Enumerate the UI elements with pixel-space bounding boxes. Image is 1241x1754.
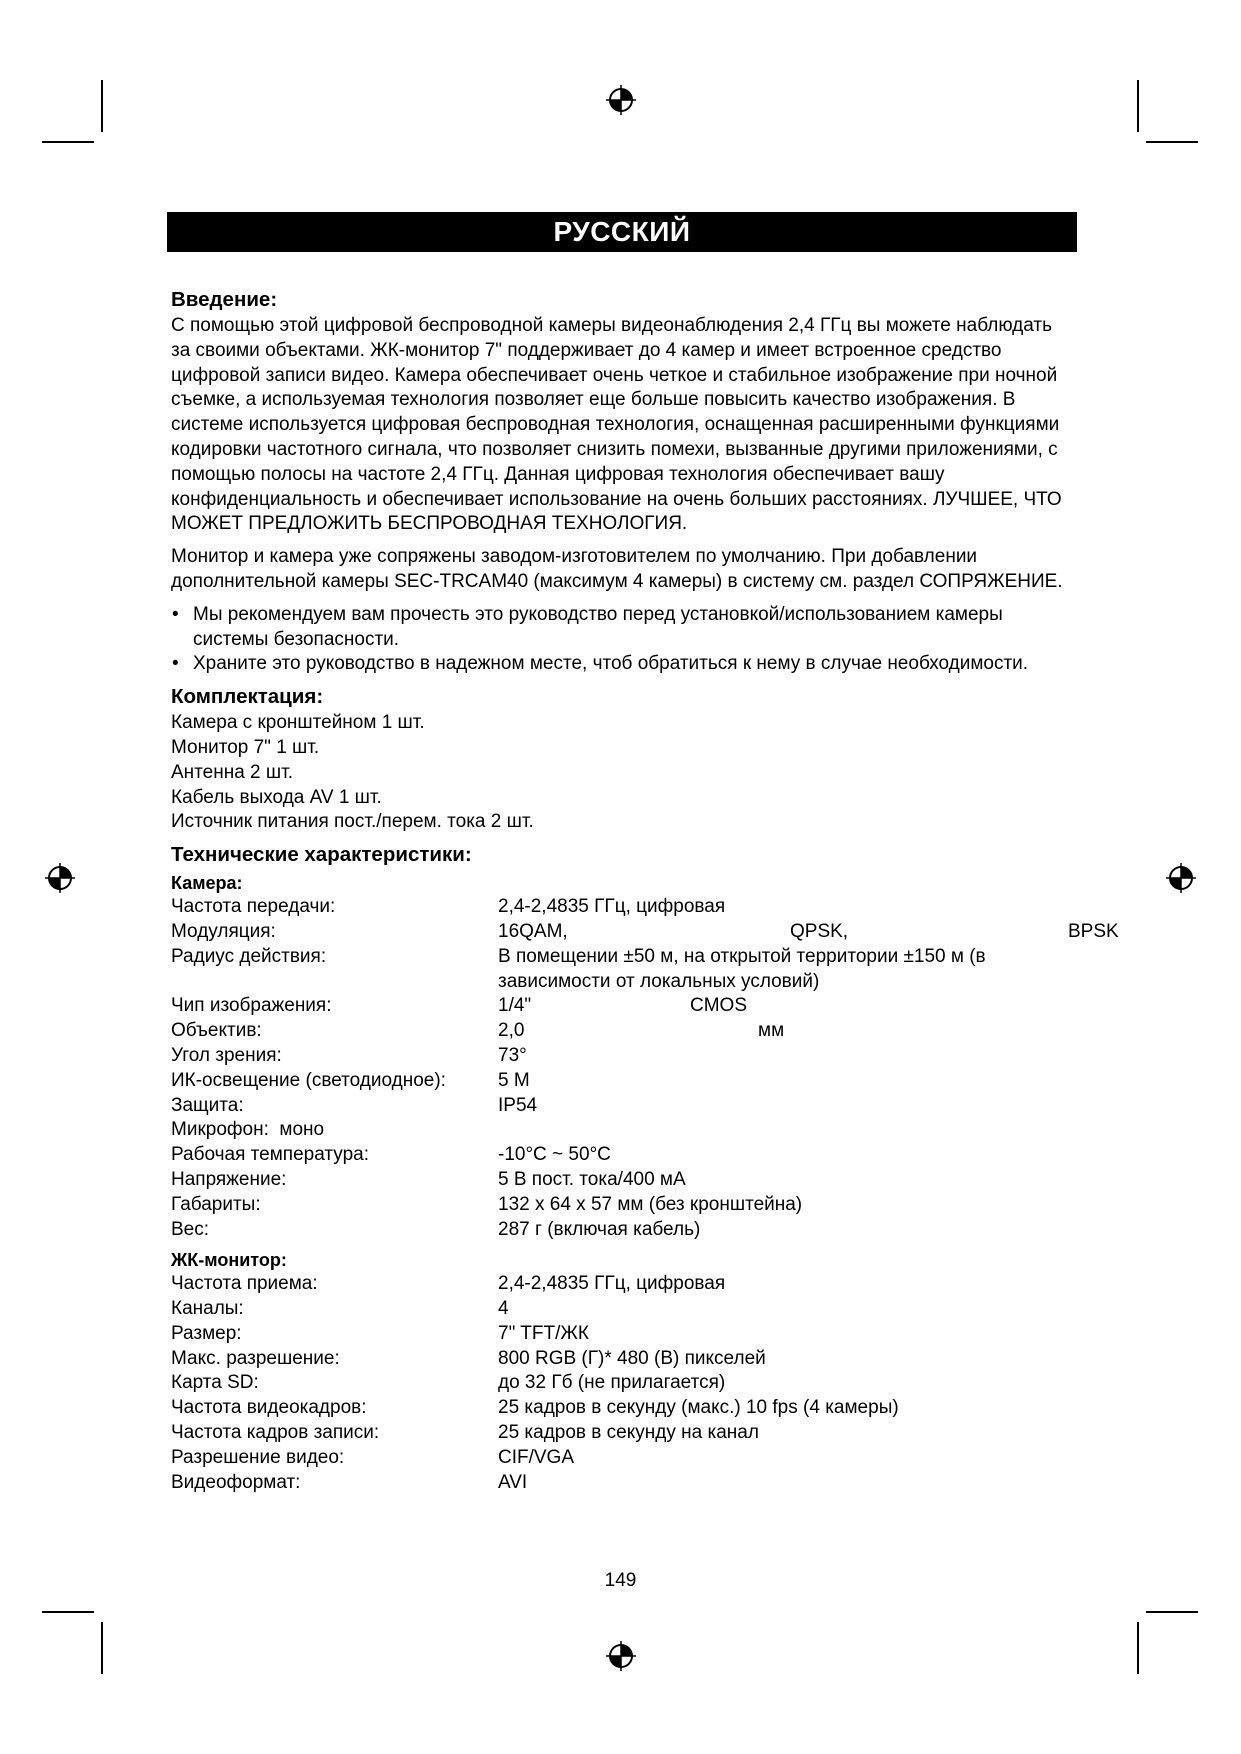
spec-value: 25 кадров в секунду на канал [498,1422,759,1444]
spec-row [171,1371,1071,1396]
modulation-value: QPSK, [790,920,849,942]
spec-label: Модуляция: [171,920,276,942]
intro-heading: Введение: [171,288,278,311]
registration-mark-icon [604,83,638,117]
spec-row [171,994,1071,1019]
specs-heading: Технические характеристики: [171,843,472,867]
crop-mark [1137,80,1139,132]
camera-subheading: Камера: [171,873,243,894]
spec-row [171,1421,1071,1446]
package-list [171,711,1071,835]
spec-value: 73° [498,1044,527,1066]
spec-label: Защита: [171,1094,244,1116]
sensor-type: CMOS [690,995,747,1017]
package-item: Кабель выхода AV 1 шт. [171,786,382,808]
spec-row [171,1044,1071,1069]
spec-row [171,1446,1071,1471]
spec-row [171,1297,1071,1322]
spec-value: AVI [498,1471,528,1493]
spec-row [171,1218,1071,1243]
registration-mark-icon [43,861,77,895]
package-item: Камера с кронштейном 1 шт. [171,712,425,734]
spec-label: Частота приема: [171,1273,318,1295]
crop-mark [101,80,103,132]
page-number: 149 [604,1570,637,1591]
modulation-value: BPSK [1068,920,1119,942]
spec-label: Частота кадров записи: [171,1422,380,1444]
pairing-paragraph: Монитор и камера уже сопряжены заводом-изготовителем по умолчанию. При добавлении дополнительной камеры SEC-TRCAM40 (максимум 4 камеры) в систему см. раздел СОПРЯЖЕНИЕ. [171,546,1063,592]
spec-label: Размер: [171,1322,242,1344]
spec-label: Карта SD: [171,1372,259,1394]
spec-value [498,920,1119,945]
crop-mark [1137,1622,1139,1674]
monitor-spec-list [171,1272,1071,1495]
spec-label: Чип изображения: [171,995,332,1017]
language-banner: РУССКИЙ [167,212,1077,252]
package-item: Антенна 2 шт. [171,761,294,783]
list-item: • Мы рекомендуем вам прочесть это руководство перед установкой/использованием камеры системы безопасности. [171,603,1071,653]
monitor-subheading: ЖК-монитор: [171,1250,287,1271]
spec-label: Частота передачи: [171,896,336,918]
spec-label: Видеоформат: [171,1471,301,1493]
spec-row [171,1094,1071,1119]
spec-row [171,1272,1071,1297]
spec-row [171,1118,1071,1143]
spec-value: до 32 Гб (не прилагается) [498,1372,726,1394]
spec-value: В помещении ±50 м, на открытой территории ±150 м (в зависимости от локальных условий) [498,945,986,992]
spec-value: 132 x 64 x 57 мм (без кронштейна) [498,1193,803,1215]
crop-mark [1146,1611,1198,1613]
spec-value [498,1019,1071,1044]
spec-row [171,895,1071,920]
package-heading: Комплектация: [171,685,324,709]
spec-value: 5 В пост. тока/400 мА [498,1168,686,1190]
spec-label: Радиус действия: [171,945,327,967]
spec-value: CIF/VGA [498,1446,575,1468]
spec-row [171,1019,1071,1044]
spec-value: 4 [498,1298,509,1320]
spec-value: 800 RGB (Г)* 480 (В) пикселей [498,1347,766,1369]
spec-row [171,1396,1071,1421]
crop-mark [1146,141,1198,143]
intro-paragraph: С помощью этой цифровой беспроводной камеры видеонаблюдения 2,4 ГГц вы можете наблюдать за своими объектами. ЖК-монитор 7" поддерживает до 4 камер и имеет встроенное средство цифровой записи видео. Камера обеспечивает очень четкое и стабильное изображение при ночной съемке, а используемая технология позволяет еще больше повысить качество изображения. В системе используется цифровая беспроводная технология, оснащенная расширенными функциями кодировки частотного сигнала, что позволяет снизить помехи, вызванные другими приложениями, с помощью полосы на частоте 2,4 ГГц. Данная цифровая технология обеспечивает вашу конфиденциальность и обеспечивает использование на очень больших расстояниях. ЛУЧШЕЕ, ЧТО МОЖЕТ ПРЕДЛОЖИТЬ БЕСПРОВОДНАЯ ТЕХНОЛОГИЯ. [171,315,1062,535]
spec-label: Разрешение видео: [171,1446,345,1468]
lens-value: 2,0 [498,1020,525,1042]
list-item: • Храните это руководство в надежном месте, чтоб обратиться к нему в случае необходимости. [171,652,1071,677]
modulation-value: 16QAM, [498,920,568,942]
spec-value: моно [279,1119,325,1141]
spec-value: 7" TFT/ЖК [498,1322,589,1344]
registration-mark-icon [604,1639,638,1673]
spec-value: 5 М [498,1069,530,1091]
spec-label: Макс. разрешение: [171,1347,340,1369]
spec-label: Каналы: [171,1298,244,1320]
spec-row [171,1347,1071,1372]
spec-label: Напряжение: [171,1168,287,1190]
spec-row [171,1322,1071,1347]
recommendation-list [171,603,1071,677]
spec-label: Рабочая температура: [171,1144,369,1166]
spec-row [171,1168,1071,1193]
spec-value: 287 г (включая кабель) [498,1218,701,1240]
registration-mark-icon [1164,861,1198,895]
spec-value: IP54 [498,1094,538,1116]
spec-value: 2,4-2,4835 ГГц, цифровая [498,896,726,918]
spec-label: Угол зрения: [171,1044,282,1066]
page-content [171,286,1119,1495]
crop-mark [42,1611,94,1613]
package-item: Источник питания пост./перем. тока 2 шт. [171,811,534,833]
spec-value: 2,4-2,4835 ГГц, цифровая [498,1273,726,1295]
spec-label: ИК-освещение (светодиодное): [171,1069,446,1091]
lens-unit: мм [758,1020,785,1042]
spec-value: -10°C ~ 50°C [498,1144,611,1166]
spec-label: Микрофон: [171,1119,269,1141]
spec-row [171,1143,1071,1168]
spec-row [171,1471,1071,1496]
spec-row [171,920,1119,945]
package-item: Монитор 7" 1 шт. [171,736,320,758]
spec-value: 25 кадров в секунду (макс.) 10 fps (4 камеры) [498,1397,899,1419]
crop-mark [42,141,94,143]
spec-row [171,1069,1071,1094]
spec-row [171,1193,1071,1218]
spec-label: Габариты: [171,1193,261,1215]
spec-value [498,994,1071,1019]
sensor-size: 1/4" [498,995,532,1017]
crop-mark [101,1622,103,1674]
spec-label: Объектив: [171,1020,262,1042]
spec-label: Частота видеокадров: [171,1397,367,1419]
spec-row [171,945,1071,995]
spec-label: Вес: [171,1218,210,1240]
